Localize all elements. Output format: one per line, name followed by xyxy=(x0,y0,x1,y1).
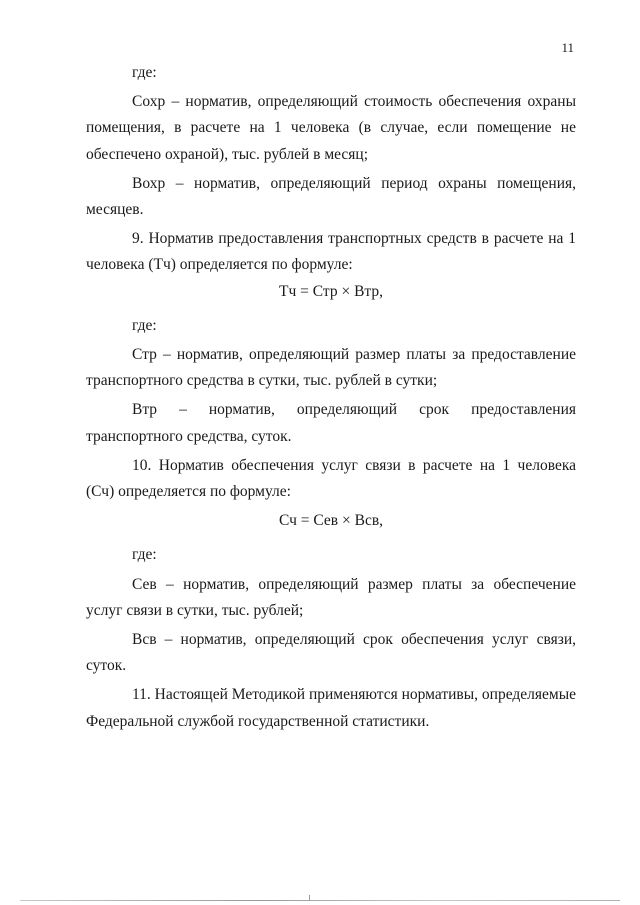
definition-cokhr: Сохр – норматив, определяющий стоимость обеспечения охраны помещения, в расчете на 1 человека (в случае, если помещение не обеспечено охраной), тыс. рублей в месяц; xyxy=(86,93,576,163)
bottom-scan-mark xyxy=(309,895,310,901)
clause-11: 11. Настоящей Методикой применяются нормативы, определяемые Федеральной службой государственной статистики. xyxy=(86,686,576,730)
where-label-3: где: xyxy=(132,546,157,564)
page-number: 11 xyxy=(561,40,574,55)
definition-vsv: Всв – норматив, определяющий срок обеспечения услуг связи, суток. xyxy=(86,631,576,675)
where-label-1: где: xyxy=(132,64,157,81)
clause-9: 9. Норматив предоставления транспортных средств в расчете на 1 человека (Тч) определяется по формуле: xyxy=(86,230,576,274)
formula-9: Тч = Стр × Втр, xyxy=(278,282,384,300)
definition-vokhr: Вохр – норматив, определяющий период охраны помещения, месяцев. xyxy=(86,174,576,219)
document-body xyxy=(86,60,576,735)
where-label-2: где: xyxy=(132,316,157,334)
bottom-scan-line xyxy=(20,900,620,901)
definition-str: Стр – норматив, определяющий размер платы за предоставление транспортного средства в сутки, тыс. рублей в сутки; xyxy=(86,346,576,390)
definition-sev: Сев – норматив, определяющий размер платы за обеспечение услуг связи в сутки, тыс. рублей; xyxy=(86,575,576,619)
formula-10: Сч = Сев × Всв, xyxy=(278,512,384,530)
clause-10: 10. Норматив обеспечения услуг связи в расчете на 1 человека (Сч) определяется по формуле: xyxy=(86,456,576,501)
definition-vtr: Втр – норматив, определяющий срок предоставления транспортного средства, суток. xyxy=(86,401,576,445)
